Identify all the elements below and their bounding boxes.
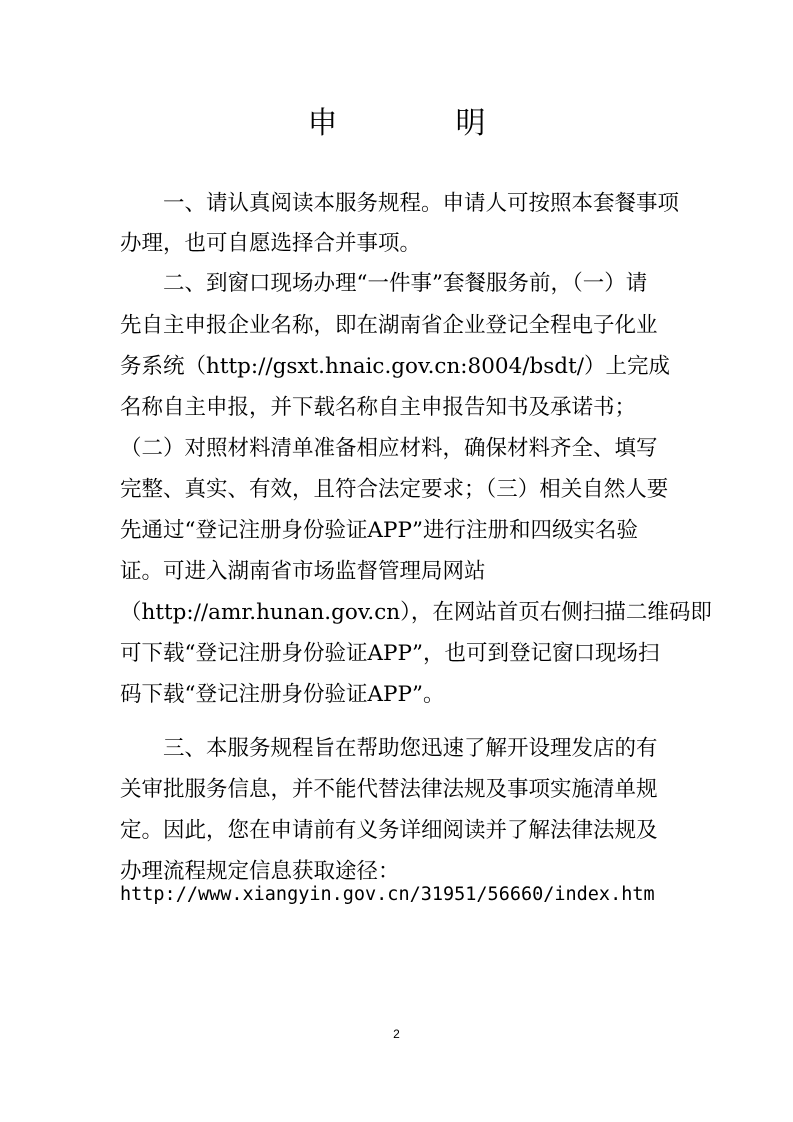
paragraph-2-line-5: （二）对照材料清单准备相应材料，确保材料齐全、填写 <box>120 436 658 461</box>
page-title: 申 明 <box>307 106 530 141</box>
paragraph-3-line-2: 关审批服务信息，并不能代替法律法规及事项实施清单规 <box>120 777 658 802</box>
paragraph-2-line-7: 先通过“登记注册身份验证APP”进行注册和四级实名验 <box>120 518 638 543</box>
paragraph-3-line-4: 办理流程规定信息获取途径： <box>120 859 400 884</box>
paragraph-2-line-8: 证。可进入湖南省市场监督管理局网站 <box>120 559 486 584</box>
paragraph-1-line-2: 办理，也可自愿选择合并事项。 <box>120 231 422 256</box>
page-number: 2 <box>393 1027 400 1041</box>
paragraph-2-line-6: 完整、真实、有效，且符合法定要求；（三）相关自然人要 <box>120 477 669 502</box>
paragraph-1-line-1: 一、请认真阅读本服务规程。申请人可按照本套餐事项 <box>163 191 680 216</box>
paragraph-2-line-4: 名称自主申报，并下载名称自主申报告知书及承诺书； <box>120 395 637 420</box>
paragraph-2-line-2: 先自主申报企业名称，即在湖南省企业登记全程电子化业 <box>120 313 658 338</box>
paragraph-2-line-1: 二、到窗口现场办理“一件事”套餐服务前，（一）请 <box>163 271 648 296</box>
paragraph-3-line-3: 定。因此，您在申请前有义务详细阅读并了解法律法规及 <box>120 818 658 843</box>
paragraph-2-line-10: 可下载“登记注册身份验证APP”，也可到登记窗口现场扫 <box>120 641 660 666</box>
paragraph-2-line-11: 码下载“登记注册身份验证APP”。 <box>120 682 445 707</box>
info-url-link[interactable]: http://www.xiangyin.gov.cn/31951/56660/index.htm <box>120 884 655 905</box>
paragraph-3-line-1: 三、本服务规程旨在帮助您迅速了解开设理发店的有 <box>163 736 658 761</box>
paragraph-2-line-9: （http://amr.hunan.gov.cn），在网站首页右侧扫描二维码即 <box>120 600 712 625</box>
paragraph-2-line-3: 务系统（http://gsxt.hnaic.gov.cn:8004/bsdt/）上完成 <box>120 354 670 379</box>
